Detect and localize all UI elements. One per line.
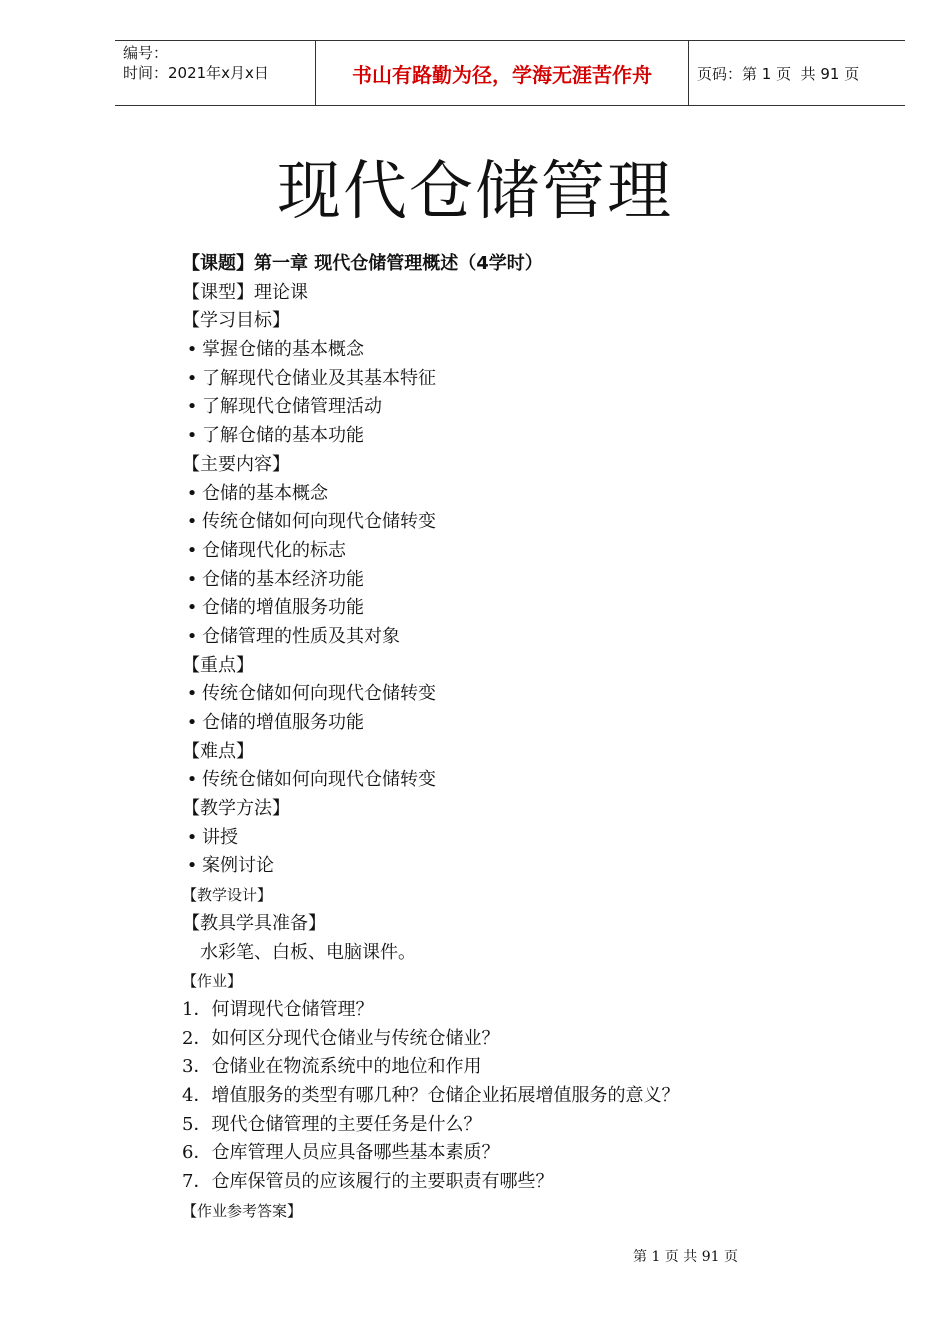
bullet-text: 了解仓储的基本功能 [202,425,364,447]
text-line: 【课型】理论课 [182,281,308,303]
bullet-item [182,680,882,709]
bullet-icon: • [186,482,198,504]
bullet-text: 仓储的增值服务功能 [202,597,364,619]
text-line: 【难点】 [182,740,254,762]
text-line: 【重点】 [182,654,254,676]
bullet-text: 仓储的增值服务功能 [202,712,364,733]
text-line: 7．仓库保管员的应该履行的主要职责有哪些？ [182,1171,554,1192]
bullet-text: 仓储的基本经济功能 [202,568,364,590]
bullet-text: 传统仓储如何向现代仓储转变 [202,511,436,533]
bullet-icon: • [186,339,198,361]
text-line: 【作业】 [182,972,243,991]
text-line: 【学习目标】 [182,310,290,332]
bullet-icon: • [186,826,198,848]
page-footer: 第 1 页 共 91 页 [633,1249,738,1265]
bullet-item [182,422,882,451]
bullet-text: 传统仓储如何向现代仓储转变 [202,683,436,705]
bullet-text: 了解现代仓储业及其基本特征 [202,367,436,389]
text-line: 【主要内容】 [182,453,290,475]
text-line: 【作业参考答案】 [182,1201,303,1220]
bullet-icon: • [186,425,198,447]
bullet-item [182,336,882,365]
bullet-icon: • [186,855,198,877]
bullet-item [182,709,882,738]
bullet-icon: • [186,568,198,590]
bullet-icon: • [186,597,198,619]
bullet-item [182,365,882,394]
bullet-text: 了解现代仓储管理活动 [202,396,382,418]
bullet-text: 仓储管理的性质及其对象 [202,625,400,647]
text-line: 2．如何区分现代仓储业与传统仓储业？ [182,1027,500,1049]
header-meta [115,41,315,105]
bullet-icon: • [186,367,198,389]
bullet-text: 传统仓储如何向现代仓储转变 [202,769,436,791]
text-line: 1．何谓现代仓储管理？ [182,998,374,1020]
number-label: 编号： [123,44,169,62]
lesson-topic: 【课题】第一章 现代仓储管理概述（4学时） [182,253,543,274]
bullet-text: 掌握仓储的基本概念 [202,339,364,361]
bullet-text: 讲授 [202,826,238,848]
bullet-icon: • [186,511,198,533]
document-header [115,40,905,106]
text-line: 水彩笔、白板、电脑课件。 [200,941,416,963]
text-line: 【教具学具准备】 [182,912,326,934]
text-line: 3．仓储业在物流系统中的地位和作用 [182,1056,482,1078]
document-body [182,250,882,1225]
bullet-icon: • [186,539,198,561]
motto-text: 书山有路勤为径，学海无涯苦作舟 [352,62,652,87]
bullet-text: 案例讨论 [202,855,274,877]
bullet-item [182,766,882,795]
bullet-item [182,852,882,881]
text-line: 5．现代仓储管理的主要任务是什么？ [182,1113,482,1135]
header-page-cell [689,41,905,105]
bullet-icon: • [186,769,198,791]
document-title: 现代仓储管理 [277,155,673,229]
text-line: 【教学设计】 [182,886,273,905]
bullet-text: 仓储现代化的标志 [202,539,346,561]
bullet-icon: • [186,396,198,418]
text-line: 【教学方法】 [182,798,290,820]
text-line: 4．增值服务的类型有哪几种？仓储企业拓展增值服务的意义？ [182,1084,680,1106]
bullet-text: 仓储的基本概念 [202,482,328,504]
bullet-item [182,537,882,566]
bullet-item [182,393,882,422]
bullet-item [182,508,882,537]
bullet-item [182,480,882,509]
bullet-item [182,623,882,652]
bullet-item [182,566,882,595]
bullet-item [182,594,882,623]
bullet-icon: • [186,712,198,733]
bullet-icon: • [186,683,198,705]
bullet-item [182,824,882,853]
time-label: 时间：2021年x月x日 [123,64,269,82]
text-line: 6．仓库管理人员应具备哪些基本素质？ [182,1142,500,1164]
bullet-icon: • [186,625,198,647]
header-motto-cell [315,41,689,105]
page-info: 页码：第 1 页 共 91 页 [697,64,860,83]
